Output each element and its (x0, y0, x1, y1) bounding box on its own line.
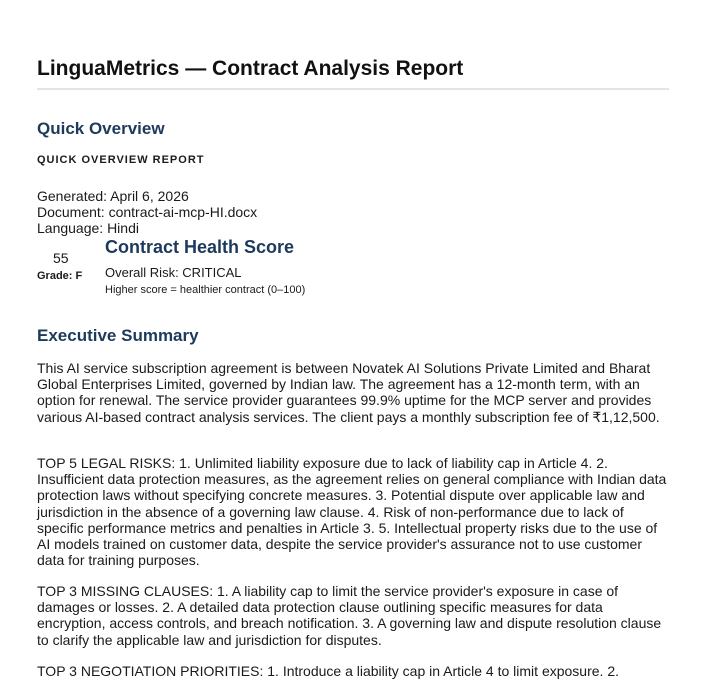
summary-paragraph-negotiation-priorities: TOP 3 NEGOTIATION PRIORITIES: 1. Introduce a liability cap in Article 4 to limit exposure. 2. (37, 663, 619, 679)
title-divider (37, 88, 669, 90)
quick-overview-heading: Quick Overview (37, 119, 165, 138)
health-score-title: Contract Health Score (105, 237, 295, 257)
summary-paragraph-overview: This AI service subscription agreement is between Novatek AI Solutions Private Limited and Bharat Global Enterprises Limited, governed by Indian law. The agreement has a 12-month term, with an option for renewal. The service provider guarantees 99.9% uptime for the MCP server and provides various AI-based contract analysis services. The client pays a monthly subscription fee of ₹1,12,500. (37, 360, 660, 425)
report-title: LinguaMetrics — Contract Analysis Report (37, 57, 464, 80)
executive-summary-heading: Executive Summary (37, 326, 199, 345)
document-language: Language: Hindi (37, 220, 139, 236)
generated-date: Generated: April 6, 2026 (37, 188, 189, 204)
overall-risk: Overall Risk: CRITICAL (105, 265, 242, 280)
score-hint: Higher score = healthier contract (0–100) (105, 284, 306, 296)
document-name: Document: contract-ai-mcp-HI.docx (37, 204, 258, 220)
health-grade: Grade: F (37, 270, 83, 282)
summary-paragraph-missing-clauses: TOP 3 MISSING CLAUSES: 1. A liability cap to limit the service provider's exposure in case of damages or losses. 2. A detailed data protection clause outlining specific measures for data encryption, access controls, and breach notification. 3. A governing law and dispute resolution clause to clarify the applicable law and jurisdiction for disputes. (37, 583, 662, 648)
summary-paragraph-legal-risks: TOP 5 LEGAL RISKS: 1. Unlimited liability exposure due to lack of liability cap in Article 4. 2. Insufficient data protection measures, as the agreement relies on general compliance with Indian data protection laws without specifying concrete measures. 3. Potential dispute over applicable law and jurisdiction in the absence of a governing law clause. 4. Risk of non-performance due to lack of specific performance metrics and penalties in Article 3. 5. Intellectual property risks due to the use of AI models trained on customer data, despite the service provider's assurance not to use customer data for training purposes. (37, 455, 667, 569)
report-type-label: QUICK OVERVIEW REPORT (37, 154, 205, 166)
health-score-value: 55 (53, 250, 69, 266)
